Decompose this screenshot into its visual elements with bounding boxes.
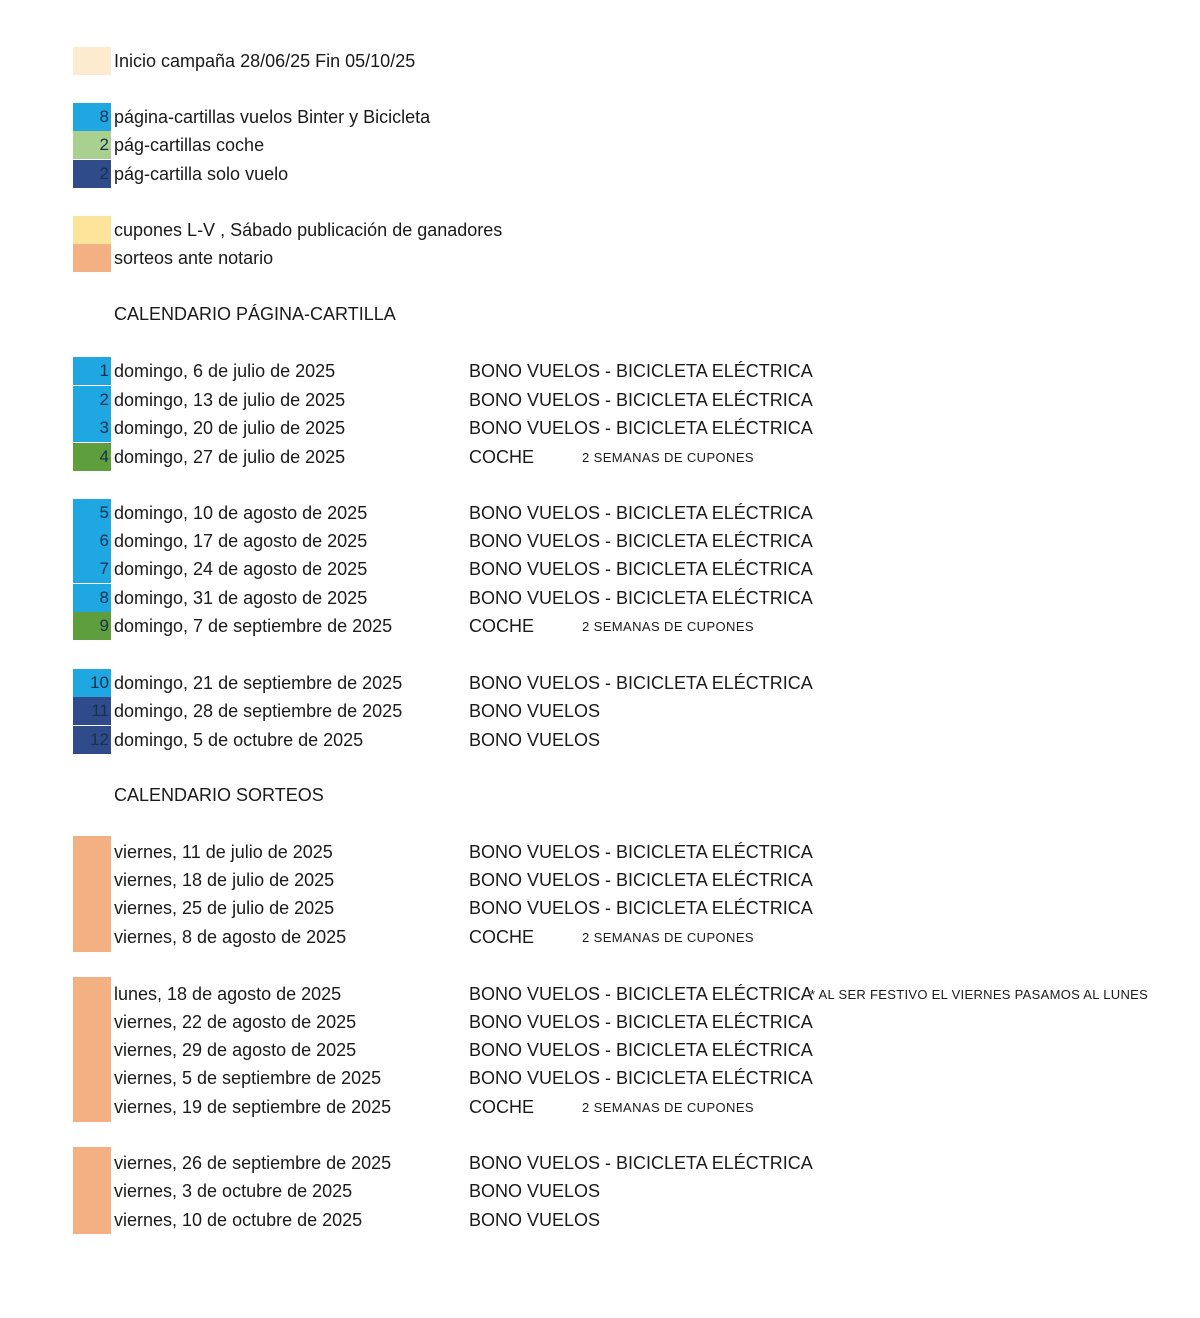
calendar-row [73,697,1193,725]
calendar-prize: BONO VUELOS - BICICLETA ELÉCTRICA [469,418,813,438]
draw-prize: BONO VUELOS - BICICLETA ELÉCTRICA [469,842,813,862]
legend-coupons [73,216,1193,244]
draw-prize: COCHE [469,1097,535,1117]
calendar-prize: BONO VUELOS - BICICLETA ELÉCTRICA [469,503,813,523]
legend-bicycle [73,103,1193,131]
calendar-number: 10 [73,669,111,697]
calendar-row [73,555,1193,583]
calendar-prize: COCHE [469,616,535,636]
calendar-title: CALENDARIO PÁGINA-CARTILLA [114,304,396,324]
draw-row [73,1149,1193,1177]
draw-note: 2 SEMANAS DE CUPONES [582,930,754,945]
calendar-number: 6 [73,527,111,555]
calendar-date: domingo, 31 de agosto de 2025 [114,588,368,608]
draw-date: viernes, 26 de septiembre de 2025 [114,1153,392,1173]
draw-row [73,923,1193,951]
draw-prize: BONO VUELOS - BICICLETA ELÉCTRICA [469,1153,813,1173]
draw-row [73,1206,1193,1234]
calendar-row [73,499,1193,527]
draw-prize: BONO VUELOS - BICICLETA ELÉCTRICA [469,984,813,1004]
calendar-prize: COCHE [469,447,535,467]
draw-date: lunes, 18 de agosto de 2025 [114,984,342,1004]
draw-prize: COCHE [469,927,535,947]
draw-row [73,894,1193,922]
calendar-note: 2 SEMANAS DE CUPONES [582,619,754,634]
calendar-row [73,726,1193,754]
calendar-number: 2 [73,386,111,414]
draw-date: viernes, 11 de julio de 2025 [114,842,333,862]
draw-row [73,1093,1193,1121]
calendar-number: 12 [73,726,111,754]
calendar-prize: BONO VUELOS - BICICLETA ELÉCTRICA [469,588,813,608]
swatch-bicycle: 8 [73,103,111,131]
swatch-flight: 2 [73,160,111,188]
draws-title: CALENDARIO SORTEOS [114,785,324,805]
calendar-date: domingo, 10 de agosto de 2025 [114,503,368,523]
legend-car [73,131,1193,159]
legend-notary [73,244,1193,272]
calendar-number: 9 [73,612,111,640]
draw-prize: BONO VUELOS - BICICLETA ELÉCTRICA [469,1068,813,1088]
legend-flight [73,160,1193,188]
draw-date: viernes, 18 de julio de 2025 [114,870,335,890]
draw-note: 2 SEMANAS DE CUPONES [582,1100,754,1115]
swatch-car: 2 [73,131,111,159]
calendar-date: domingo, 17 de agosto de 2025 [114,531,368,551]
legend-campaign-label: Inicio campaña 28/06/25 Fin 05/10/25 [114,51,416,71]
calendar-prize: BONO VUELOS [469,730,601,750]
calendar-number: 1 [73,357,111,385]
draw-prize: BONO VUELOS [469,1181,601,1201]
legend-campaign [73,47,1193,75]
draw-row [73,1008,1193,1036]
legend-notary-label: sorteos ante notario [114,248,274,268]
draw-date: viernes, 22 de agosto de 2025 [114,1012,357,1032]
swatch-campaign [73,47,111,75]
calendar-date: domingo, 6 de julio de 2025 [114,361,336,381]
draw-prize: BONO VUELOS - BICICLETA ELÉCTRICA [469,898,813,918]
calendar-date: domingo, 28 de septiembre de 2025 [114,701,403,721]
draw-row [73,838,1193,866]
calendar-number: 5 [73,499,111,527]
legend-flight-label: pág-cartilla solo vuelo [114,164,289,184]
draw-date: viernes, 5 de septiembre de 2025 [114,1068,382,1088]
calendar-prize: BONO VUELOS - BICICLETA ELÉCTRICA [469,390,813,410]
calendar-note: 2 SEMANAS DE CUPONES [582,450,754,465]
draw-date: viernes, 10 de octubre de 2025 [114,1210,363,1230]
calendar-number: 8 [73,584,111,612]
calendar-number: 11 [73,697,111,725]
calendar-row [73,669,1193,697]
calendar-number: 7 [73,555,111,583]
calendar-date: domingo, 20 de julio de 2025 [114,418,346,438]
calendar-row [73,527,1193,555]
legend-coupons-label: cupones L-V , Sábado publicación de ganadores [114,220,503,240]
draw-prize: BONO VUELOS - BICICLETA ELÉCTRICA [469,870,813,890]
draw-row [73,1177,1193,1205]
draw-row [73,866,1193,894]
calendar-prize: BONO VUELOS - BICICLETA ELÉCTRICA [469,559,813,579]
calendar-row [73,414,1193,442]
draw-extra-note: * AL SER FESTIVO EL VIERNES PASAMOS AL LUNES [810,987,1149,1002]
draw-row [73,1036,1193,1064]
calendar-prize: BONO VUELOS - BICICLETA ELÉCTRICA [469,673,813,693]
draw-date: viernes, 19 de septiembre de 2025 [114,1097,392,1117]
draw-date: viernes, 25 de julio de 2025 [114,898,335,918]
draw-date: viernes, 8 de agosto de 2025 [114,927,347,947]
calendar-number: 3 [73,414,111,442]
calendar-date: domingo, 21 de septiembre de 2025 [114,673,403,693]
draw-row [73,1064,1193,1092]
legend-bicycle-label: página-cartillas vuelos Binter y Bicicleta [114,107,431,127]
calendar-date: domingo, 13 de julio de 2025 [114,390,346,410]
calendar-row [73,443,1193,471]
calendar-row [73,386,1193,414]
calendar-date: domingo, 27 de julio de 2025 [114,447,346,467]
draw-prize: BONO VUELOS [469,1210,601,1230]
calendar-date: domingo, 7 de septiembre de 2025 [114,616,393,636]
legend-car-label: pág-cartillas coche [114,135,265,155]
calendar-prize: BONO VUELOS - BICICLETA ELÉCTRICA [469,361,813,381]
calendar-row [73,612,1193,640]
calendar-prize: BONO VUELOS - BICICLETA ELÉCTRICA [469,531,813,551]
draw-prize: BONO VUELOS - BICICLETA ELÉCTRICA [469,1012,813,1032]
swatch-notary [73,244,111,272]
calendar-date: domingo, 5 de octubre de 2025 [114,730,364,750]
calendar-date: domingo, 24 de agosto de 2025 [114,559,368,579]
calendar-number: 4 [73,443,111,471]
calendar-row [73,357,1193,385]
calendar-prize: BONO VUELOS [469,701,601,721]
swatch-coupons [73,216,111,244]
calendar-row [73,584,1193,612]
draw-date: viernes, 3 de octubre de 2025 [114,1181,353,1201]
draw-date: viernes, 29 de agosto de 2025 [114,1040,357,1060]
draw-prize: BONO VUELOS - BICICLETA ELÉCTRICA [469,1040,813,1060]
draw-row [73,980,1193,1008]
